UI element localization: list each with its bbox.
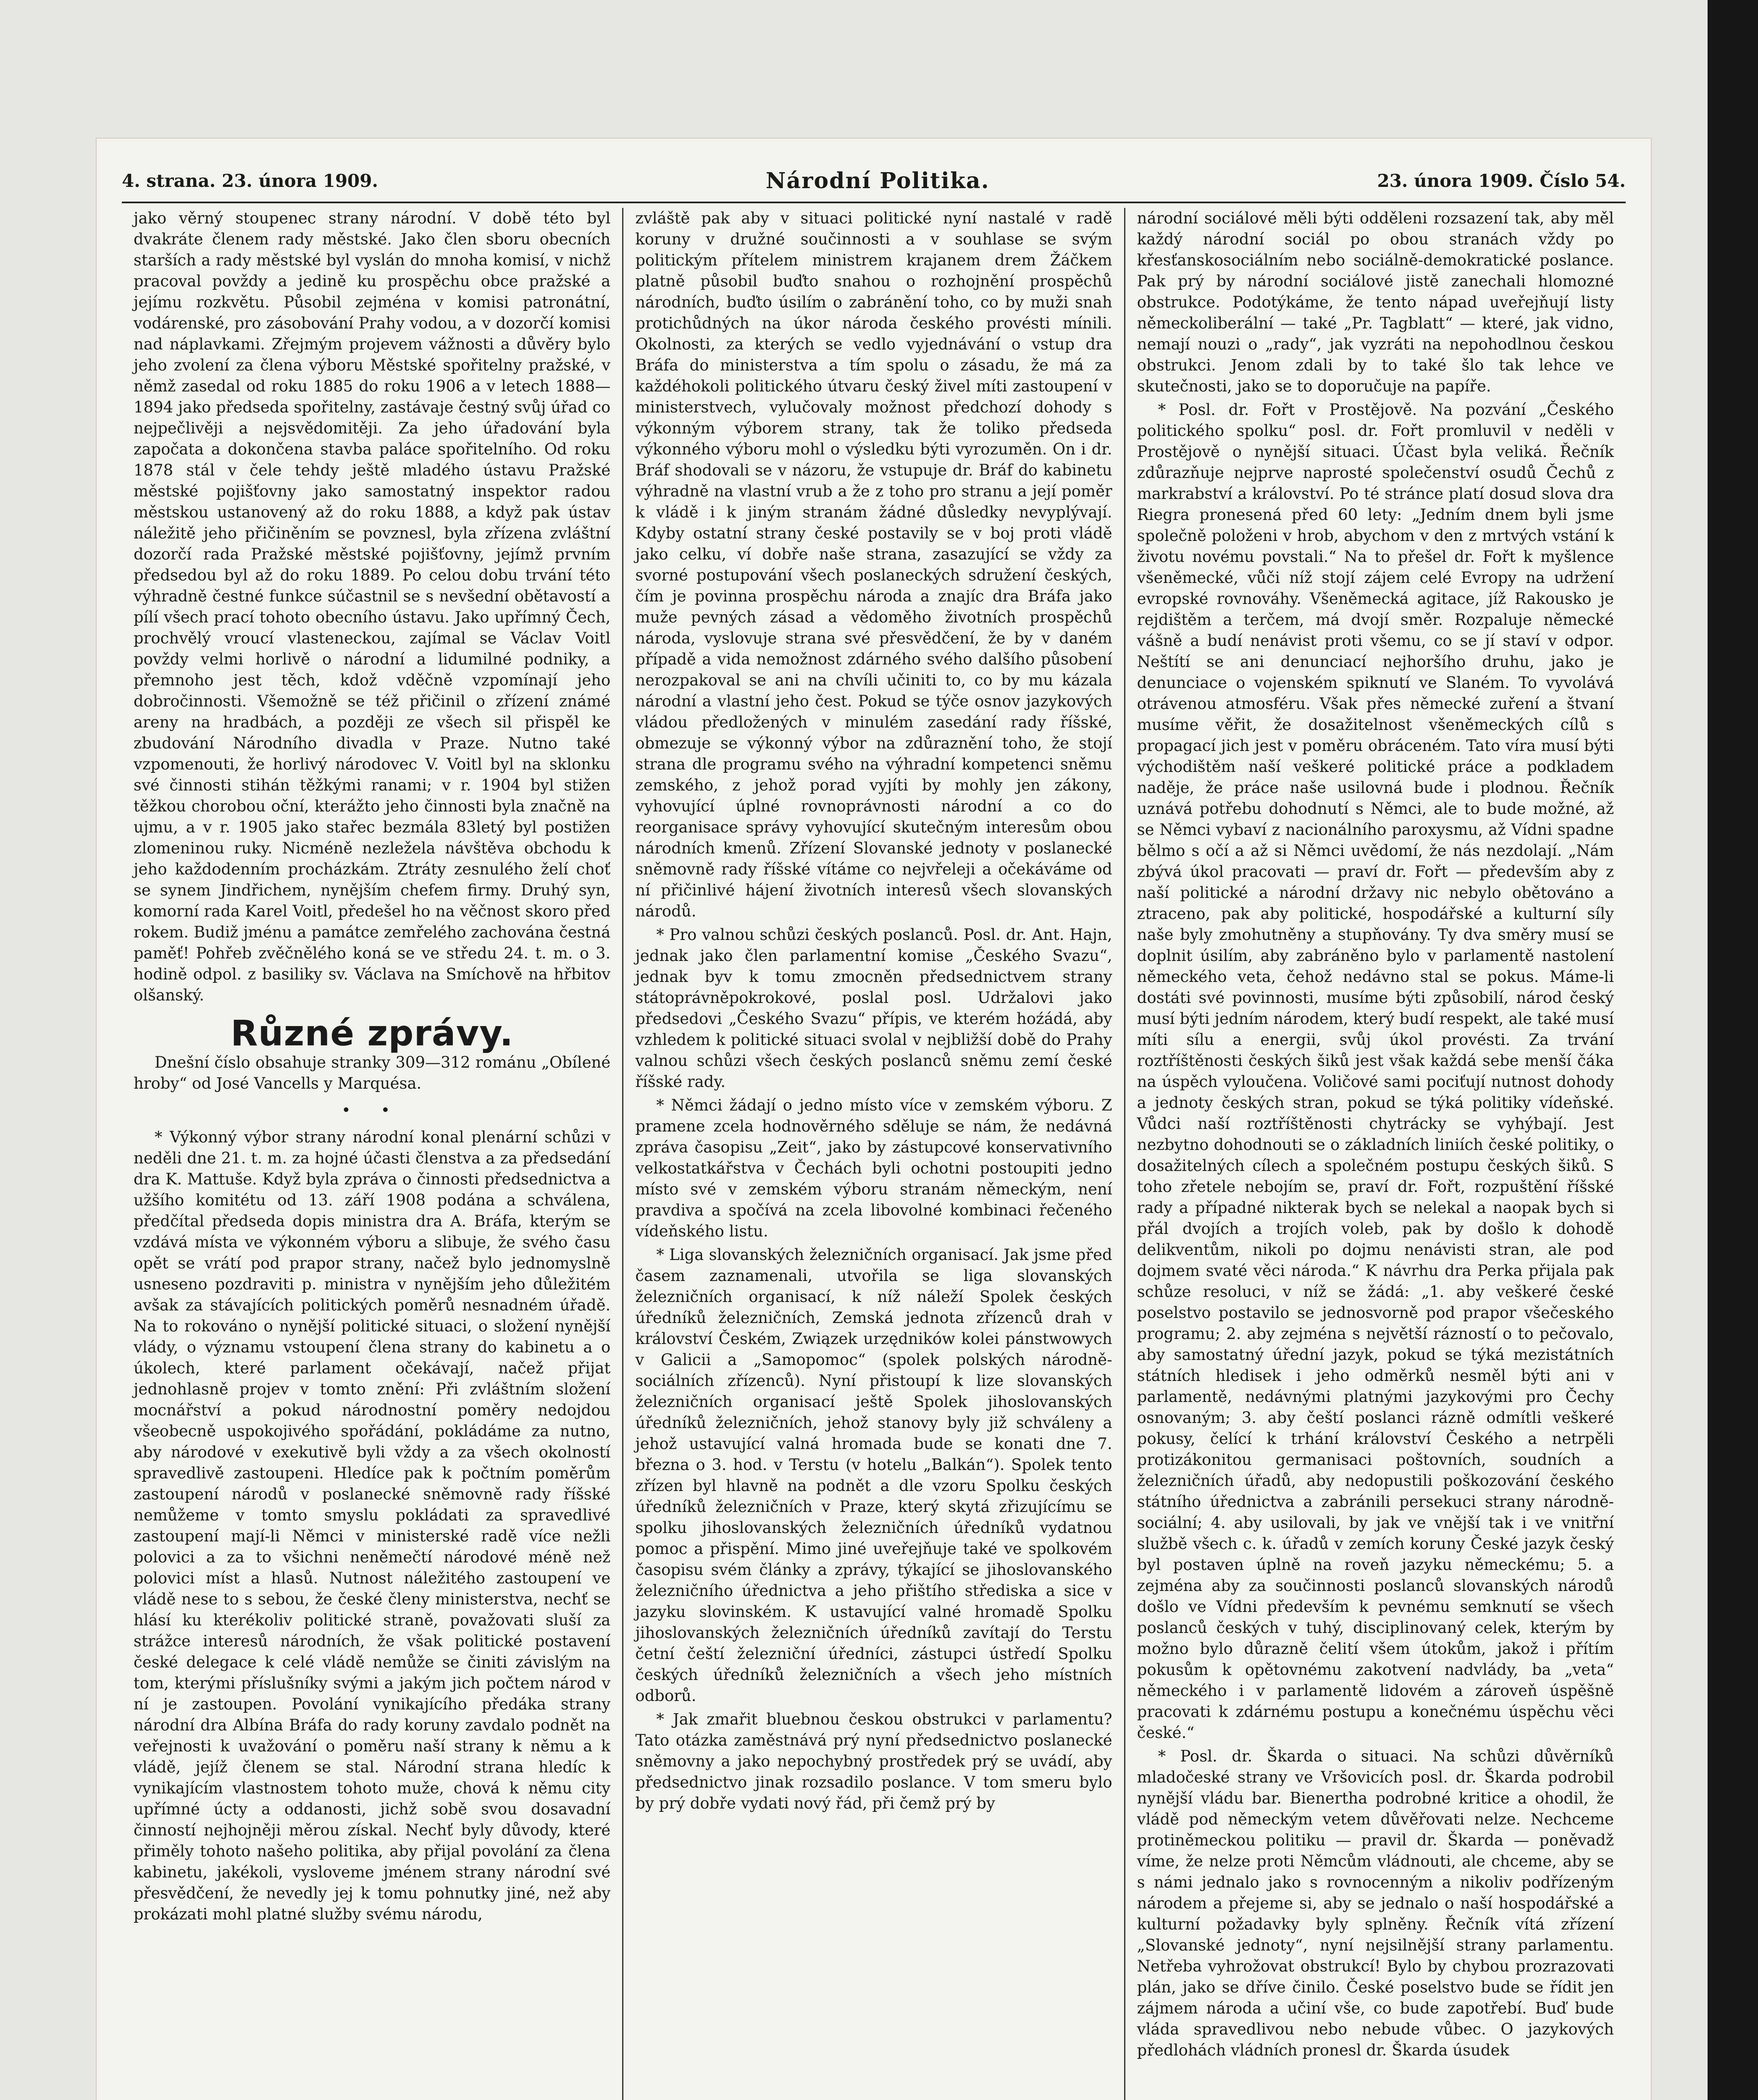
article-paragraph: * Liga slovanských železničních organisací. Jak jsme před časem zaznamenali, utvořila se liga slovanských železničních organisací, k níž náleží Spolek českých úředníků železničních, Zemská jednota zřízenců drah v království Českém, Związek urzędników kolei pánstwowych v Galicii a „Samopomoc“ (spolek polských národně-sociálních zřízenců). Nyní přistoupí k lize slovanských železničních organisací ještě Spolek jihoslovanských úředníků železničních, jehož stanovy byly již schváleny a jehož ustavující valná hromada bude se konati dne 7. března o 3. hod. v Terstu (v hotelu „Balkán“). Spolek tento zřízen byl hlavně na podnět a dle vzoru Spolku českých úředníků železničních v Praze, který skytá zřizujícímu se spolku jihoslovanských železničních úředníků vydatnou pomoc a přispění. Mimo jiné uveřejňuje také ve spolkovém časopisu svém články a zprávy, týkající se jihoslovanského železničního úřednictva a jeho přištího střediska a sice v jazyku slovinském. K ustavující valné hromadě Spolku jihoslovanských železničních úředníků zavítají do Terstu četní čeští železniční úředníci, zástupci ústředí Spolku českých úředníků železničních a všech jeho místních odborů.	[635, 1246, 1112, 1705]
column-1	[122, 208, 623, 2100]
column-3	[1125, 208, 1626, 2100]
scan-edge	[1708, 0, 1758, 2100]
section-heading: Různé zprávy.	[231, 1013, 514, 1054]
column-2	[623, 208, 1125, 2100]
article-paragraph: * Jak zmařit bluebnou českou obstrukci v parlamentu? Tato otázka zaměstnává prý nyní předsednictvo poslanecké sněmovny a jako nepochybný prostředek prý se uvádí, aby předsednictvo jinak rozsadilo poslance. V tom smeru bylo by prý dobře vydati nový řád, při čemž prý by	[635, 1710, 1112, 1812]
article-paragraph: národní sociálové měli býti odděleni rozsazení tak, aby měl každý národní sociál po obou stranách vždy po křesťanskosociálním nebo sociálně-demokratické poslance. Pak prý by národní sociálové jistě zanechali hlomozné obstrukce. Podotýkáme, že tento nápad uveřejňují listy německoliberální — také „Pr. Tagblatt“ — které, jak vidno, nemají nouzi o „rady“, jak vyzráti na nepohodlnou českou obstrukci. Jenom zdali by to také šlo tak lehce ve skutečnosti, jako se to doporučuje na papíře.	[1137, 209, 1614, 395]
header-right: 23. února 1909. Číslo 54.	[1377, 170, 1626, 191]
article-paragraph: * Posl. dr. Škarda o situaci. Na schůzi důvěrníků mladočeské strany ve Vršovicích posl. dr. Škarda podrobil nynější vládu bar. Bienertha podrobné kritice a ohodil, že vládě pod německým vetem důvěřovati nelze. Nechceme protiněmeckou politiku — pravil dr. Škarda — poněvadž víme, že nelze proti Němcům vládnouti, ale chceme, aby se s námi jednalo jako s rovnocenným a nikoliv podřízeným národem a přejeme si, aby se jednalo o naší hospodářské a kulturní požadavky byly splněny. Řečník vítá zřízení „Slovanské jednoty“, nyní nejsilnější strany parlamentu. Netřeba vyhrožovat obstrukcí! Bylo by chybou prozrazovati plán, jako se dříve činilo. České poselstvo bude se řídit jen zájmem národa a učiní vše, co bude zapotřebí. Buď bude vláda spravedlivou nebo nebude vůbec. O jazykových předlohách vládních pronesl dr. Škarda úsudek	[1137, 1747, 1614, 2059]
article-paragraph: * Posl. dr. Fořt v Prostějově. Na pozvání „Českého politického spolku“ posl. dr. Fořt promluvil v neděli v Prostějově o nynější situaci. Účast byla veliká. Řečník zdůrazňuje nejprve naprosté společenství osudů Čechů z markrabství a království. Po té stránce platí dosud slova dra Riegra pronesená před 60 lety: „Jedním dnem byli jsme společně položeni v hrob, abychom v den z mrtvých vstání k životu novému povstali.“ Na to přešel dr. Fořt k myšlence všeněmecké, vůči níž stojí zájem celé Evropy na udržení evropské rovnováhy. Všeněmecká agitace, jíž Rakousko je rejdištěm a terčem, má dvojí směr. Rozpaluje německé vášně a budí nenávist proti všemu, co se jí staví v odpor. Neštítí se ani denunciací nejhoršího druhu, jako je denunciace o vojenském spiknutí ve Slaném. To vyvolává otrávenou atmosféru. Však přes německé zuření a štvaní musíme věřit, že dosažitelnost všeněmeckých cílů s propagací jich jest v poměru obráceném. Tato víra musí býti východištěm naší veškeré politické práce a podkladem naděje, že práce naše usilovná bude i plodnou. Řečník uznává potřebu dohodnutí s Němci, ale to bude možné, až se Němci vybaví z nacionálního paroxysmu, až Vídni spadne bělmo s očí a až si Němci uvědomí, že nás nezdolají. „Nám zbývá úkol pracovati — praví dr. Fořt — především aby z naší politické a národní državy nic nebylo obětováno a ztraceno, pak aby politické, hospodářské a kulturní síly naše byly zmohutněny a stupňovány. Ty dva směry musí se doplnit úsilím, aby zabráněno bylo v parlamentě nastolení německého veta, čehož nedávno stal se pokus. Máme-li dostáti své povinnosti, musíme býti způsobilí, národ český musí býti jedním národem, který budí respekt, ale také musí míti sílu a energii, svůj úkol provésti. Za trvání roztříštěnosti českých šiků jest však každá sebe menší čáka na úspěch vyloučena. Voličové sami pociťují nutnost dohody a jednoty českých stran, pokud se týká politiky vídeňské. Vůdci naší roztříštěnosti chytrácky se vyhýbají. Jest nezbytno dohodnouti se o základních liniích české politiky, o dosažitelných cílech a společném postupu českých šiků. S toho zřetele nebojím se, praví dr. Fořt, rozpuštění říšské rady a případné nikterak bych se nelekal a naopak bych si přál dvojích a trojích voleb, pak by došlo k dohodě delikventům, nikoli po dojmu nenávisti stran, ale pod dojmem svaté věci národa.“ K návrhu dra Perka přijala pak schůze resoluci, v níž se žádá: „1. aby veškeré české poselstvo postavilo se jednosvorně pod prapor všečeského programu; 2. aby zejména s největší rázností o to pečovalo, aby samostatný úřední jazyk, pokud se týká mezistátních státních hledisek i jeho odměrků nesměl býti ani v parlamentě, nedávnými platnými jazykovými pro Čechy osnovaným; 3. aby čeští poslanci rázně odmítli veškeré pokusy, čelící k trhání království Českého a netrpěli protizákonitou germanisaci poštovních, soudních a železničních úřadů, aby nedopustili poškozování českého státního úřednictva a zabránili persekuci strany národně-sociální; 4. aby usilovali, by jak ve vnější tak i ve vnitřní službě všech c. k. úřadů v zemích koruny České jazyk český byl postaven úplně na roveň jazyku německému; 5. a zejména aby za součinnosti poslanců slovanských národů došlo ve Vídni především k pevnému semknutí se všech poslanců českých v tuhý, disciplinovaný celek, kterým by možno bylo důrazně čelití všem útokům, jakož i přítím pokusům k opětovnému zakotvení nadvlády, ba „veta“ německého i v parlamentě lidovém a zároveň úspěšně pracovati k zdárnému postupu a konečnému úspěchu věci české.“	[1137, 401, 1614, 1742]
header-left: 4. strana. 23. února 1909.	[122, 170, 378, 191]
article-paragraph: * Němci žádají o jedno místo více v zemském výboru. Z pramene zcela hodnověrného sděluje se nám, že nedávná zpráva časopisu „Zeit“, jako by zástupcové konservativního velkostatkářstva v Čechách byli ochotni postoupiti jedno místo své v zemském výboru stranám německým, není pravdiva a spočívá na zcela libovolné kombinaci řečeného vídeňského listu.	[635, 1096, 1112, 1240]
article-paragraph: Dnešní číslo obsahuje stranky 309—312 románu „Obílené hroby“ od José Vancells y Marquésa.	[134, 1053, 611, 1092]
article-paragraph: zvláště pak aby v situaci politické nyní nastalé v radě koruny v družné součinnosti a v souhlase se svým politickým přítelem ministrem krajanem drem Žáčkem platně působil buďto snahou o rozhojnění prospěchů národních, buďto úsilím o zabránění toho, co by muži snah protichůdných na úkor národa českého provésti mínili. Okolnosti, za kterých se vedlo vyjednávání o vstup dra Bráfa do ministerstva a tím spolu o zásadu, že má za každéhokoli politického útvaru český živel míti zastoupení v ministerstvech, vylučovaly možnost předchozí dohody s výkonným výborem strany, tak že toliko předseda výkonného výboru mohl o výsledku býti vyrozuměn. On i dr. Bráf shodovali se v názoru, že vstupuje dr. Bráf do kabinetu výhradně na vlastní vrub a že z toho pro stranu a její poměr k vládě i k jiným stranám žádné důsledky nevyplývají. Kdyby ostatní strany české postavily se v boj proti vládě jako celku, ví dobře naše strana, zasazující se vždy za svorné postupování všech poslaneckých sdružení českých, čím je povinna prospěchu národa a znajíc dra Bráfa jako muže pevných zásad a vědoměho životních prospěchů národa, vyslovuje strana své přesvědčení, že by v daném případě a vida nemožnost zdárného svého dalšího působení nerozpakoval se ani na chvíli učiniti to, co by mu kázala národní a vlastní jeho čest. Pokud se týče osnov jazykových vládou předložených v minulém zasedání rady říšské, obmezuje se výkonný výbor na zdůraznění toho, že stojí strana dle programu svého na výhradní kompetenci sněmu zemského, z jehož porad vyjíti by mohly jen zákony, vyhovující úplné rovnoprávnosti národní a co do reorganisace správy vyhovující skutečným interesům obou národních kmenů. Zřízení Slovanské jednoty v poslanecké sněmovně rady říšské vítáme co nejvřeleji a očekáváme od ní přičinlivé hájení životních interesů všech slovanských národů.	[635, 209, 1112, 920]
article-paragraph: jako věrný stoupenec strany národní. V době této byl dvakráte členem rady městské. Jako člen sboru obecních starších a rady městské byl vyslán do mnoha komisí, v nichž pracoval povždy a jedině ku prospěchu obce pražské a jejímu rozkvětu. Působil zejména v komisi patronátní, vodárenské, pro zásobování Prahy vodou, a v dozorčí komisi nad náplavkami. Zřejmým projevem vážnosti a důvěry bylo jeho zvolení za člena výboru Městské spořitelny pražské, v němž zasedal od roku 1885 do roku 1906 a v letech 1888—1894 jako předseda spořitelny, zastávaje čestný svůj úřad co nejpečlivěji a nejsvědomitěji. Za jeho úřadování byla započata a dokončena stavba paláce spořitelního. Od roku 1878 stál v čele tehdy ještě mladého ústavu Pražské městské pojišťovny jako samostatný inspektor radou městskou ustanovený až do roku 1888, a když pak ústav náležitě jeho přičiněním se povznesl, byla zřízena zvláštní dozorčí rada Pražské městské pojišťovny, jejímž prvním předsedou byl až do roku 1889. Po celou dobu trvání této výhradně čestné funkce súčastnil se s nevšední obětavostí a pílí všech prací tohoto obecního ústavu. Jako upřímný Čech, prochvělý vroucí vlasteneckou, zajímal se Václav Voitl povždy velmi horlivě o národní a lidumilné podniky, a přemnoho jest těch, kdož vděčně vzpomínají jeho dobročinnosti. Všemožně se též přičinil o zřízení známé areny na hradbách, a později ze všech sil přispěl ke zbudování Národního divadla v Praze. Nutno také vzpomenouti, že horlivý národovec V. Voitl byl na sklonku své činnosti stihán těžkými ranami; v r. 1904 byl stižen těžkou chorobou oční, kterážto jeho činnosti byla značně na ujmu, a v r. 1905 jako stařec bezmála 83letý byl postižen zlomeninou ruky. Nicméně nezležela návštěva obchodu k jeho každodenním procházkám. Ztráty zesnulého želí choť se synem Jindřichem, nynějším chefem firmy. Druhý syn, komorní rada Karel Voitl, předešel ho na věčnost skoro před rokem. Budiž jménu a památce zemřelého zachována čestná paměť! Pohřeb zvěčnělého koná se ve středu 24. t. m. o 3. hodině odpol. z basiliky sv. Václava na Smíchově na hřbitov olšanský.	[134, 209, 611, 1004]
article-paragraph: * Pro valnou schůzi českých poslanců. Posl. dr. Ant. Hajn, jednak jako člen parlamentní komise „Českého Svazu“, jednak byv k tomu zmocněn předsednictvem strany státoprávněpokrokové, poslal posl. Udržalovi jako předsedovi „Českého Svazu“ přípis, ve kterém hoźádá, aby vzhledem k politické situaci svolal v nejbližší době do Prahy valnou schůzi všech českých poslanců sněmu zemí české říšské rady.	[635, 926, 1112, 1091]
dot-divider: • •	[341, 1101, 403, 1119]
header-rule	[122, 202, 1626, 203]
newspaper-page	[97, 139, 1651, 2100]
columns	[122, 208, 1626, 2100]
masthead-title: Národní Politika.	[765, 168, 990, 194]
article-paragraph: * Výkonný výbor strany národní konal plenární schůzi v neděli dne 21. t. m. za hojné účasti členstva a za předsedání dra K. Mattuše. Když byla zpráva o činnosti předsednictva a užšího komitétu od 13. září 1908 podána a schválena, předčítal předseda dopis ministra dra A. Bráfa, kterým se vzdává místa ve výkonném výboru a slibuje, že svého času opět se vrátí pod prapor strany, načež bylo jednomyslně usneseno pozdraviti p. ministra v nynějším jeho důležitém avšak za stávajících politických poměrů nesnadném úřadě. Na to rokováno o nynější politické situaci, o složení nynější vlády, o významu vstoupení člena strany do kabinetu a o úkolech, které parlament očekávají, načež přijat jednohlasně projev v tomto znění: Při zvláštním složení mocnářství a pokud národnostní poměry nedojdou všeobecně uspokojivého spořádání, pokládáme za nutno, aby národové v exekutivě byli vždy a za všech okolností spravedlivě zastoupeni. Hledíce pak k počtním poměrům zastoupení národů v poslanecké sněmovně rady říšské nemůžeme v tomto smyslu pokládati za spravedlivé zastoupení mají-li Němci v ministerské radě více nežli polovici a za to všichni neněmečtí národové méně než polovici míst a hlasů. Nutnost náležitého zastoupení ve vládě nese to s sebou, že české členy ministerstva, nechť se hlásí ku kterékoliv politické straně, považovati sluší za strážce interesů národních, že však politické postavení české delegace k celé vládě nemůže se činiti závislým na tom, kterými příslušníky svými a jakým jich počtem národ v ní je zastoupen. Povolání vynikajícího předáka strany národní dra Albína Bráfa do rady koruny zavdalo podnět na veřejnosti k uvažování o poměru naší strany k němu a k vládě, jejíž členem se stal. Národní strana hledíc k vynikajícím vlastnostem tohoto muže, chová k němu city upřímné úcty a oddanosti, jichž sobě svou dosavadní činností nejhojněji měrou získal. Nechť byly důvody, které přiměly tohoto našeho politika, aby přijal povolání za člena kabinetu, jakékoli, vysloveme jménem strany národní své přesvědčení, že nevedly jej k tomu pohnutky jiné, než aby prokázati mohl platné služby svému národu,	[134, 1128, 611, 1923]
page-header	[122, 164, 1626, 197]
